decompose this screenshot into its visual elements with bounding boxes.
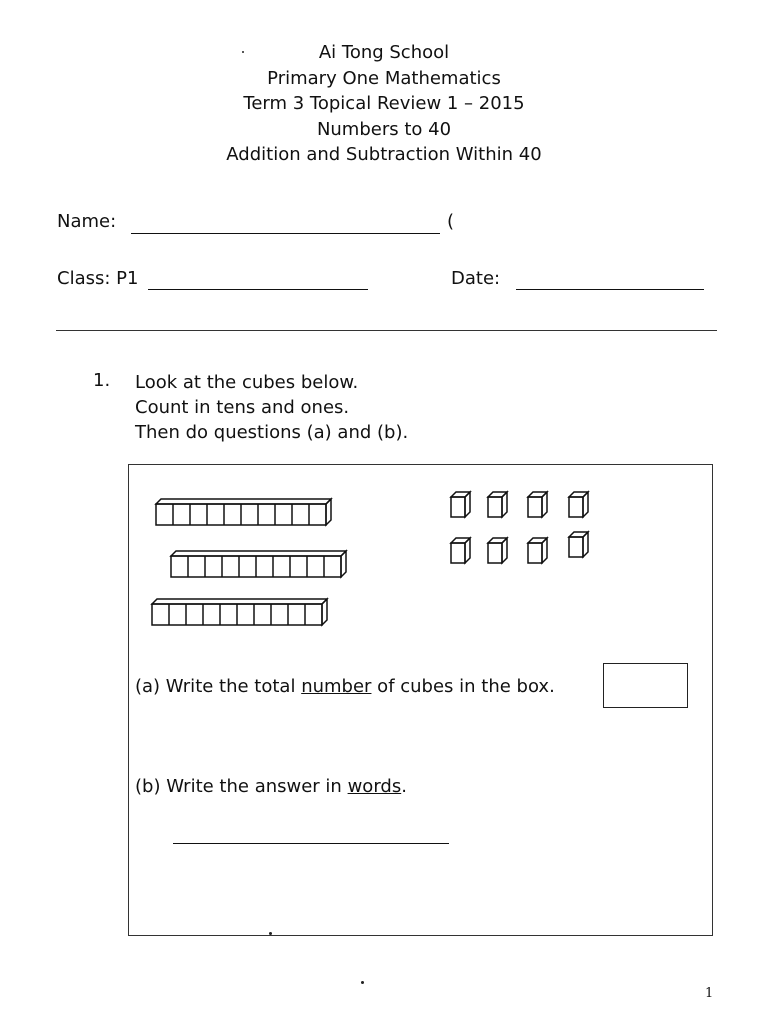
ten-rod (152, 599, 327, 625)
page-number: 1 (705, 986, 714, 1001)
one-cube (488, 492, 507, 517)
one-cube (528, 538, 547, 563)
date-label: Date: (451, 268, 501, 289)
words-answer-blank[interactable] (173, 843, 449, 844)
class-label: Class: P1 (57, 268, 139, 289)
instruction-line-3: Then do questions (a) and (b). (135, 422, 409, 443)
part-a-suffix: of cubes in the box. (371, 676, 555, 697)
one-cube (488, 538, 507, 563)
part-b-prefix: (b) Write the answer in (135, 776, 348, 797)
term-title: Term 3 Topical Review 1 – 2015 (243, 93, 525, 114)
instruction-line-1: Look at the cubes below. (135, 372, 359, 393)
one-cube (528, 492, 547, 517)
ten-rod (171, 551, 346, 577)
part-a-prefix: (a) Write the total (135, 676, 302, 697)
part-a-underlined: number (301, 676, 372, 697)
part-b-suffix: . (401, 776, 407, 797)
one-cube (451, 538, 470, 563)
ten-rod (156, 499, 331, 525)
instruction-line-2: Count in tens and ones. (135, 397, 350, 418)
question-number: 1. (93, 370, 111, 391)
one-cube (569, 492, 588, 517)
scan-speck (269, 932, 272, 935)
part-b-underlined: words (347, 776, 402, 797)
school-name: Ai Tong School (318, 42, 450, 63)
one-cube (569, 532, 588, 557)
name-paren: ( (447, 211, 455, 232)
part-b-text (135, 776, 407, 797)
name-label: Name: (57, 211, 117, 232)
ones-cubes (451, 492, 588, 563)
scan-speck (361, 981, 364, 984)
topic-numbers: Numbers to 40 (316, 118, 452, 140)
part-a-text (135, 676, 555, 697)
answer-box[interactable] (603, 663, 688, 708)
one-cube (451, 492, 470, 517)
scan-speck (242, 51, 244, 53)
tens-rods (152, 499, 346, 625)
subject-title: Primary One Mathematics (267, 67, 501, 89)
topic-addition-subtraction: Addition and Subtraction Within 40 (226, 144, 542, 165)
